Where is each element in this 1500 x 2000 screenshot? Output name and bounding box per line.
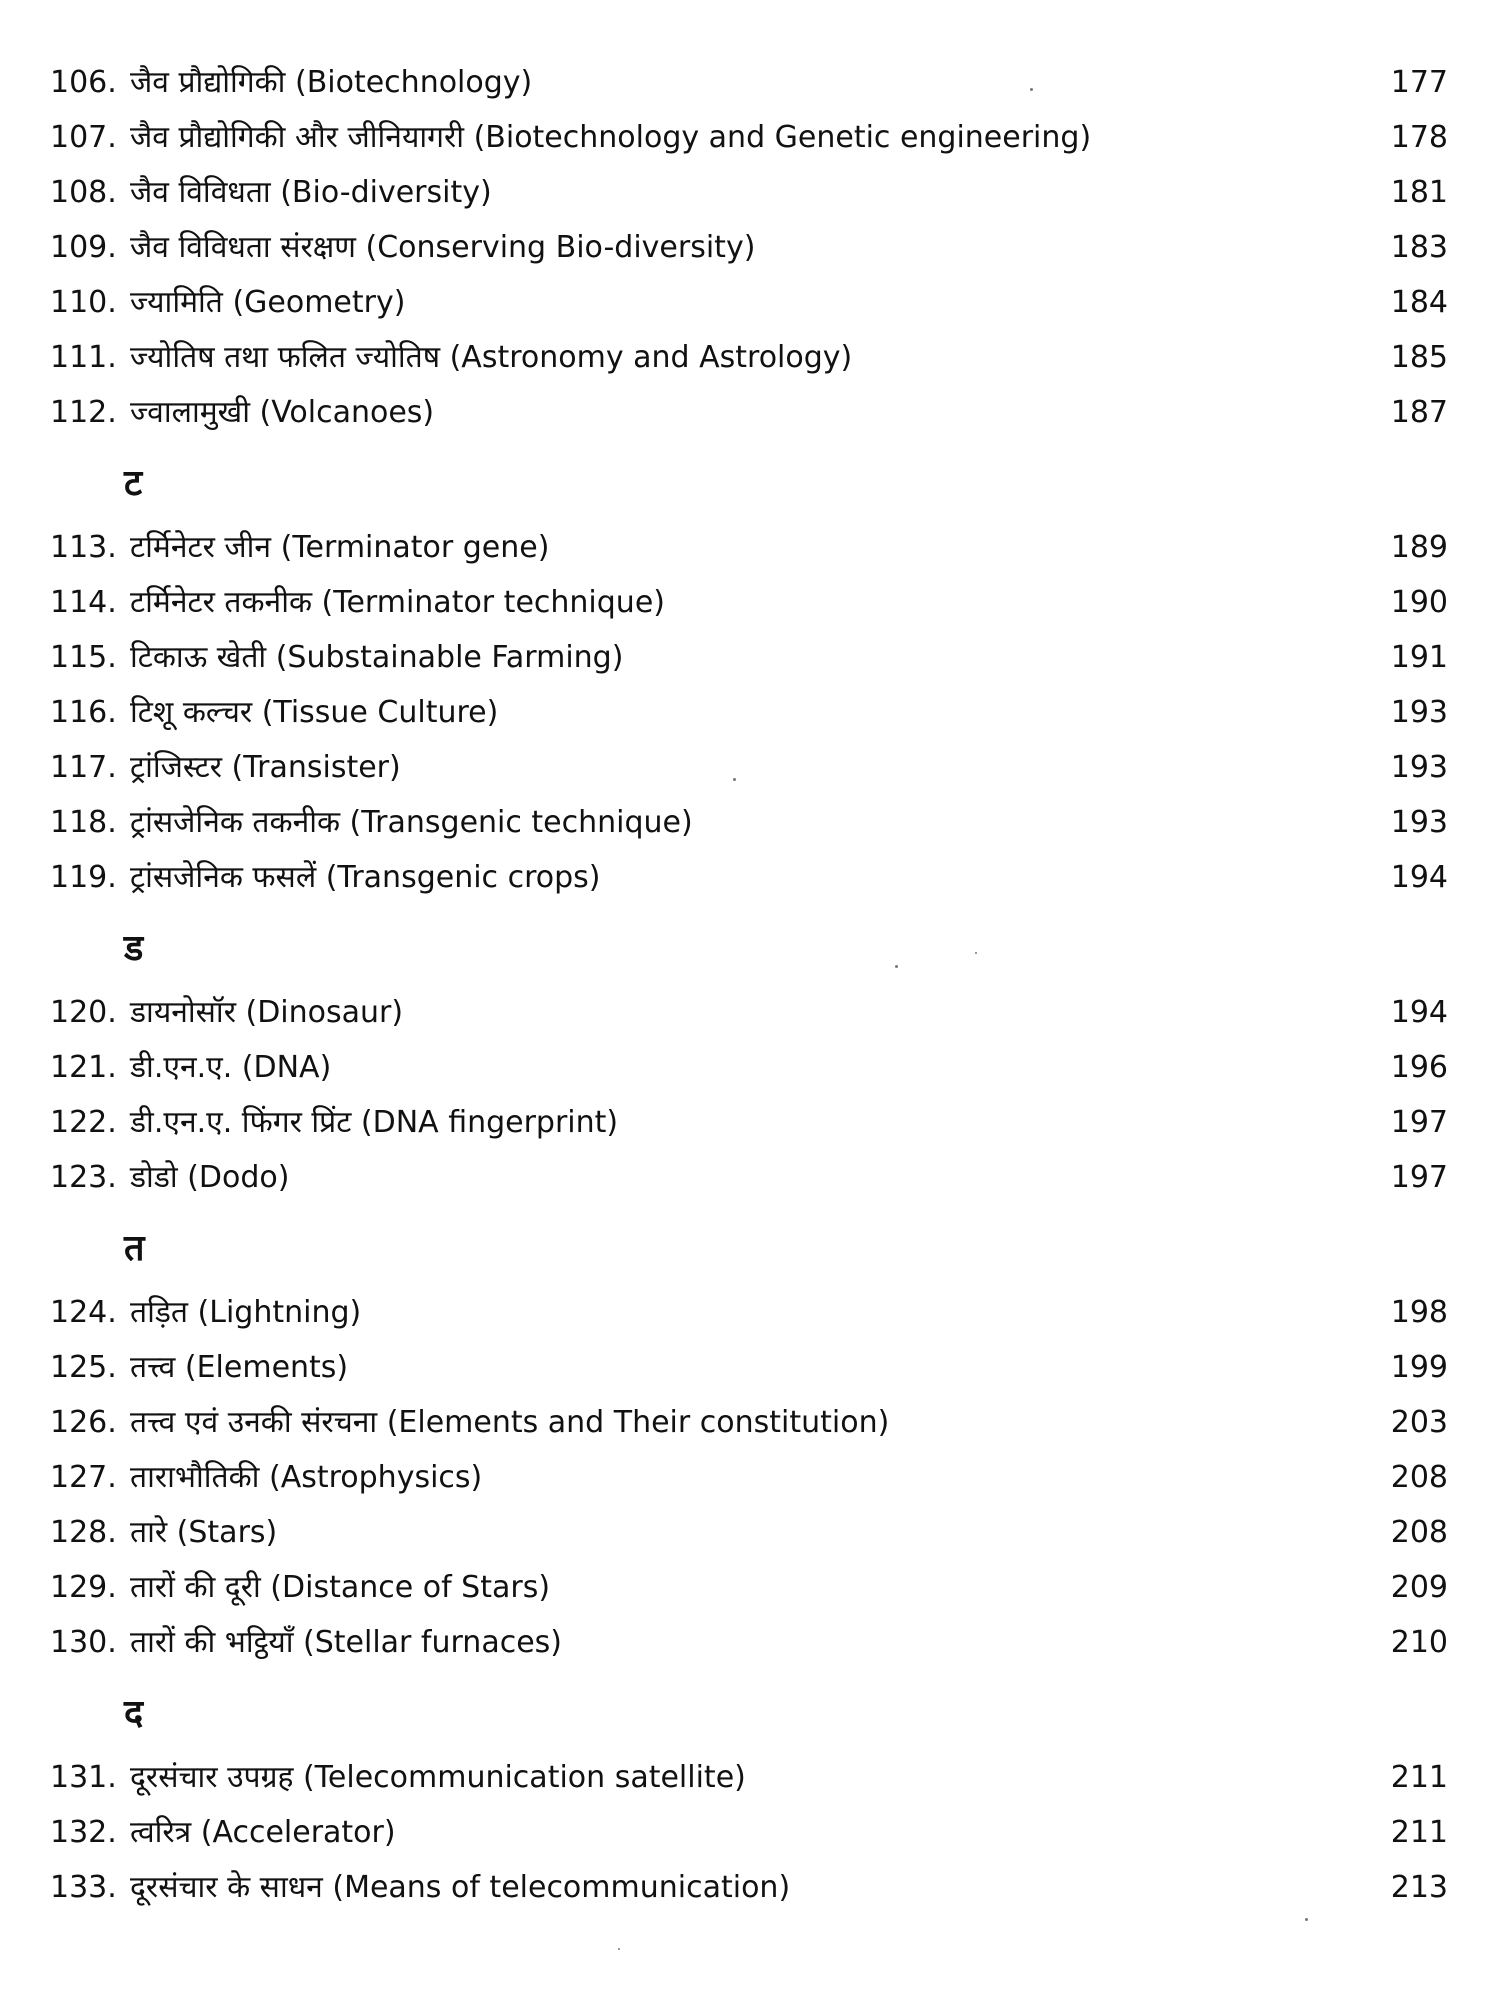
contents-entry — [0, 1805, 1500, 1860]
entry-page-number: 199 — [1390, 1350, 1448, 1385]
entry-title: ज्वालामुखी (Volcanoes) — [130, 395, 435, 430]
entry-title: डी.एन.ए. (DNA) — [130, 1050, 332, 1085]
entry-title: डायनोसॉर (Dinosaur) — [130, 995, 404, 1030]
entry-title: तड़ित (Lightning) — [130, 1295, 362, 1330]
entry-number: 125. — [50, 1350, 117, 1385]
entry-title: तारों की भट्ठियाँ (Stellar furnaces) — [130, 1625, 562, 1660]
entry-title: ताराभौतिकी (Astrophysics) — [130, 1460, 483, 1495]
entry-number: 115. — [50, 640, 117, 675]
entry-page-number: 203 — [1390, 1405, 1448, 1440]
contents-section — [0, 55, 1500, 440]
entry-number: 110. — [50, 285, 117, 320]
contents-entry — [0, 1615, 1500, 1670]
entry-title: तत्त्व एवं उनकी संरचना (Elements and Their constitution) — [130, 1405, 890, 1440]
entry-title: ट्रांजिस्टर (Transister) — [130, 750, 401, 785]
entry-page-number: 197 — [1390, 1105, 1448, 1140]
entry-title: तारों की दूरी (Distance of Stars) — [130, 1570, 551, 1605]
entry-number: 129. — [50, 1570, 117, 1605]
entry-number: 130. — [50, 1625, 117, 1660]
entry-page-number: 187 — [1390, 395, 1448, 430]
scan-speck — [618, 1948, 620, 1950]
contents-entry — [0, 1150, 1500, 1205]
entry-title: जैव प्रौद्योगिकी (Biotechnology) — [130, 65, 533, 100]
entry-number: 118. — [50, 805, 117, 840]
entry-number: 120. — [50, 995, 117, 1030]
contents-entry — [0, 330, 1500, 385]
contents-entry — [0, 220, 1500, 275]
contents-entry — [0, 575, 1500, 630]
entry-number: 106. — [50, 65, 117, 100]
entry-page-number: 194 — [1390, 860, 1448, 895]
entry-page-number: 197 — [1390, 1160, 1448, 1195]
entry-number: 111. — [50, 340, 117, 375]
contents-entry — [0, 1095, 1500, 1150]
scan-speck — [895, 965, 898, 968]
contents-entry — [0, 740, 1500, 795]
scan-speck — [733, 778, 736, 781]
entry-number: 123. — [50, 1160, 117, 1195]
entry-title: टिशू कल्चर (Tissue Culture) — [130, 695, 499, 730]
entry-page-number: 213 — [1390, 1870, 1448, 1905]
entry-title: त्वरित्र (Accelerator) — [130, 1815, 396, 1850]
entry-title: जैव प्रौद्योगिकी और जीनियागरी (Biotechnology and Genetic engineering) — [130, 120, 1092, 155]
entry-page-number: 208 — [1390, 1515, 1448, 1550]
entry-number: 109. — [50, 230, 117, 265]
section-heading-letter: द — [124, 1693, 144, 1734]
contents-entry — [0, 1505, 1500, 1560]
contents-entry — [0, 985, 1500, 1040]
entry-page-number: 177 — [1390, 65, 1448, 100]
entry-page-number: 193 — [1390, 750, 1448, 785]
entry-title: डी.एन.ए. फिंगर प्रिंट (DNA fingerprint) — [130, 1105, 619, 1140]
entry-number: 127. — [50, 1460, 117, 1495]
entry-title: ट्रांसजेनिक फसलें (Transgenic crops) — [130, 860, 601, 895]
entry-number: 131. — [50, 1760, 117, 1795]
entry-number: 114. — [50, 585, 117, 620]
entry-page-number: 194 — [1390, 995, 1448, 1030]
entry-page-number: 191 — [1390, 640, 1448, 675]
entry-page-number: 185 — [1390, 340, 1448, 375]
entry-number: 117. — [50, 750, 117, 785]
entry-number: 124. — [50, 1295, 117, 1330]
contents-entry — [0, 1450, 1500, 1505]
entry-page-number: 193 — [1390, 695, 1448, 730]
scan-speck — [1305, 1918, 1308, 1921]
entry-page-number: 181 — [1390, 175, 1448, 210]
contents-entry — [0, 1560, 1500, 1615]
entry-page-number: 190 — [1390, 585, 1448, 620]
entry-title: टिकाऊ खेती (Substainable Farming) — [130, 640, 624, 675]
entry-page-number: 211 — [1390, 1760, 1448, 1795]
contents-entry — [0, 110, 1500, 165]
entry-number: 113. — [50, 530, 117, 565]
contents-entry — [0, 275, 1500, 330]
entry-number: 122. — [50, 1105, 117, 1140]
entry-number: 116. — [50, 695, 117, 730]
entry-page-number: 211 — [1390, 1815, 1448, 1850]
entry-number: 107. — [50, 120, 117, 155]
contents-entry — [0, 630, 1500, 685]
entry-page-number: 184 — [1390, 285, 1448, 320]
entry-title: टर्मिनेटर तकनीक (Terminator technique) — [130, 585, 665, 620]
entry-title: तत्त्व (Elements) — [130, 1350, 349, 1385]
section-heading-letter: ट — [124, 463, 143, 504]
contents-section — [0, 1285, 1500, 1670]
entry-number: 108. — [50, 175, 117, 210]
entry-title: तारे (Stars) — [130, 1515, 278, 1550]
entry-page-number: 183 — [1390, 230, 1448, 265]
contents-entry — [0, 1285, 1500, 1340]
entry-title: दूरसंचार के साधन (Means of telecommunication) — [130, 1870, 791, 1905]
entry-page-number: 193 — [1390, 805, 1448, 840]
contents-entry — [0, 520, 1500, 575]
entry-page-number: 178 — [1390, 120, 1448, 155]
entry-number: 126. — [50, 1405, 117, 1440]
contents-entry — [0, 1040, 1500, 1095]
entry-number: 121. — [50, 1050, 117, 1085]
contents-section — [0, 1750, 1500, 1915]
entry-number: 119. — [50, 860, 117, 895]
scan-speck — [1030, 88, 1033, 91]
entry-title: टर्मिनेटर जीन (Terminator gene) — [130, 530, 550, 565]
entry-page-number: 209 — [1390, 1570, 1448, 1605]
section-heading-letter: त — [124, 1228, 145, 1269]
contents-entry — [0, 1340, 1500, 1395]
contents-section — [0, 985, 1500, 1205]
section-heading-letter: ड — [124, 928, 144, 969]
contents-entry — [0, 165, 1500, 220]
entry-title: ट्रांसजेनिक तकनीक (Transgenic technique) — [130, 805, 693, 840]
contents-entry — [0, 1860, 1500, 1915]
contents-section — [0, 520, 1500, 905]
entry-number: 128. — [50, 1515, 117, 1550]
entry-page-number: 189 — [1390, 530, 1448, 565]
entry-page-number: 210 — [1390, 1625, 1448, 1660]
contents-entry — [0, 55, 1500, 110]
scan-speck — [975, 952, 977, 954]
entry-title: जैव विविधता संरक्षण (Conserving Bio-diversity) — [130, 230, 756, 265]
entry-number: 112. — [50, 395, 117, 430]
contents-entry — [0, 795, 1500, 850]
entry-page-number: 198 — [1390, 1295, 1448, 1330]
entry-title: ज्यामिति (Geometry) — [130, 285, 406, 320]
entry-title: ज्योतिष तथा फलित ज्योतिष (Astronomy and Astrology) — [130, 340, 853, 375]
contents-entry — [0, 1750, 1500, 1805]
entry-title: डोडो (Dodo) — [130, 1160, 290, 1195]
entry-number: 132. — [50, 1815, 117, 1850]
entry-page-number: 196 — [1390, 1050, 1448, 1085]
entry-page-number: 208 — [1390, 1460, 1448, 1495]
contents-entry — [0, 850, 1500, 905]
contents-entry — [0, 385, 1500, 440]
entry-title: दूरसंचार उपग्रह (Telecommunication satellite) — [130, 1760, 746, 1795]
contents-entry — [0, 1395, 1500, 1450]
entry-number: 133. — [50, 1870, 117, 1905]
entry-title: जैव विविधता (Bio-diversity) — [130, 175, 492, 210]
contents-entry — [0, 685, 1500, 740]
